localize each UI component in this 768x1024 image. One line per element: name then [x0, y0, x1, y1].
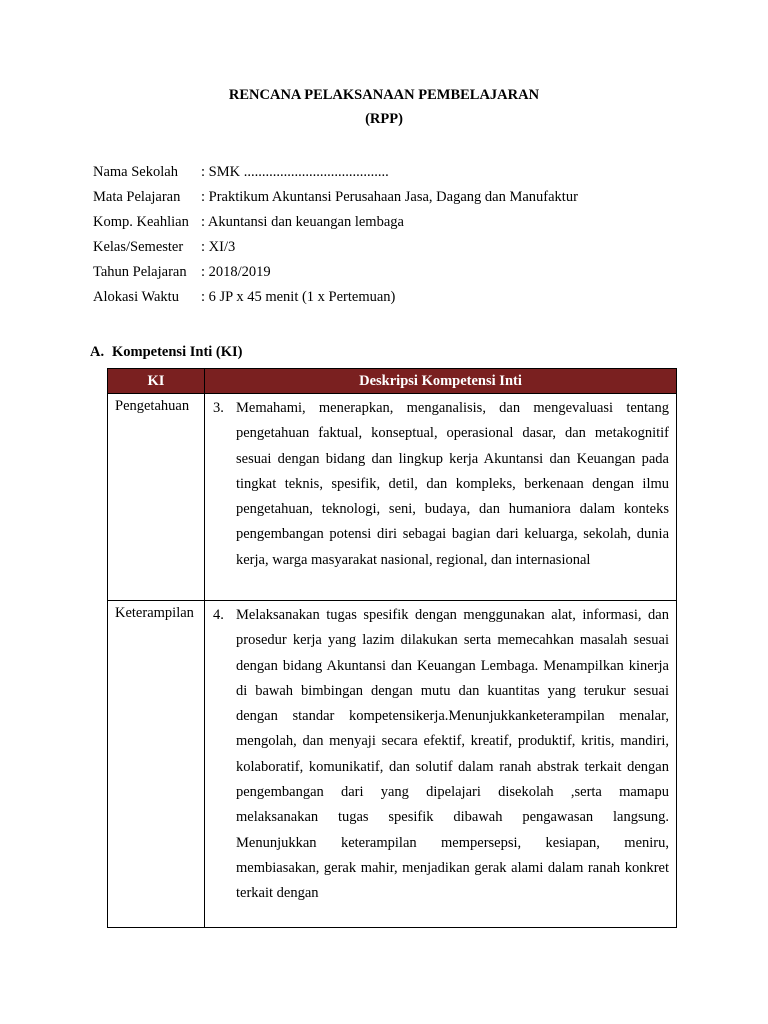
identity-label: Mata Pelajaran	[93, 189, 181, 205]
ki-cell: Pengetahuan	[108, 394, 205, 601]
identity-row-school	[93, 164, 578, 189]
item-number: 3.	[213, 400, 224, 416]
ki-table-header	[108, 369, 677, 394]
identity-row-subject	[93, 189, 578, 214]
document-title: RENCANA PELAKSANAAN PEMBELAJARAN	[228, 87, 540, 103]
section-letter: A.	[90, 344, 105, 360]
section-heading	[90, 344, 243, 361]
table-row	[108, 394, 677, 601]
identity-value: : Praktikum Akuntansi Perusahaan Jasa, Dagang dan Manufaktur	[201, 189, 578, 205]
identity-row-year	[93, 264, 578, 289]
description-cell	[205, 394, 677, 601]
description-cell	[205, 601, 677, 928]
identity-value: : XI/3	[201, 239, 236, 255]
identity-label: Nama Sekolah	[93, 164, 178, 180]
identity-value: : SMK ........................................	[201, 164, 389, 180]
ki-table	[107, 368, 677, 928]
ki-column-header: KI	[108, 369, 205, 394]
identity-label: Komp. Keahlian	[93, 214, 189, 230]
identity-row-class	[93, 239, 578, 264]
identity-value: : Akuntansi dan keuangan lembaga	[201, 214, 404, 230]
ki-cell: Keterampilan	[108, 601, 205, 928]
section-title: Kompetensi Inti (KI)	[112, 344, 243, 360]
identity-label: Tahun Pelajaran	[93, 264, 187, 280]
table-row	[108, 601, 677, 928]
identity-label: Alokasi Waktu	[93, 289, 179, 305]
item-description: Memahami, menerapkan, menganalisis, dan mengevaluasi tentang pengetahuan faktual, konseptual, operasional dasar, dan metakognitif sesuai dengan bidang dan lingkup kerja Akuntansi dan Keuangan pada tingkat teknis, spesifik, detil, dan kompleks, berkenaan dengan ilmu pengetahuan, teknologi, seni, budaya, dan humaniora dalam konteks pengembangan potensi diri sebagai bagian dari keluarga, sekolah, dunia kerja, warga masyarakat nasional, regional, dan internasional	[236, 400, 669, 568]
identity-table	[93, 164, 578, 314]
identity-label: Kelas/Semester	[93, 239, 184, 255]
item-description: Melaksanakan tugas spesifik dengan menggunakan alat, informasi, dan prosedur kerja yang lazim dilakukan serta memecahkan masalah sesuai dengan bidang Akuntansi dan Keuangan Lembaga. Menampilkan kinerja di bawah bimbingan dengan mutu dan kuantitas yang terukur sesuai dengan standar kompetensikerja.Menunjukkanketerampilan menalar, mengolah, dan menyaji secara efektif, kreatif, produktif, kritis, mandiri, kolaboratif, komunikatif, dan solutif dalam ranah abstrak terkait dengan pengembangan dari yang dipelajari disekolah ,serta mamapu melaksanakan tugas spesifik dibawah pengawasan langsung. Menunjukkan keterampilan mempersepsi, kesiapan, meniru, membiasakan, gerak mahir, menjadikan gerak alami dalam ranah konkret terkait dengan	[236, 607, 669, 902]
identity-row-time	[93, 289, 578, 314]
description-column-header: Deskripsi Kompetensi Inti	[205, 369, 677, 394]
identity-value: : 6 JP x 45 menit (1 x Pertemuan)	[201, 289, 396, 305]
identity-row-expertise	[93, 214, 578, 239]
identity-value: : 2018/2019	[201, 264, 271, 280]
document-subtitle: (RPP)	[365, 111, 403, 127]
item-number: 4.	[213, 607, 224, 623]
